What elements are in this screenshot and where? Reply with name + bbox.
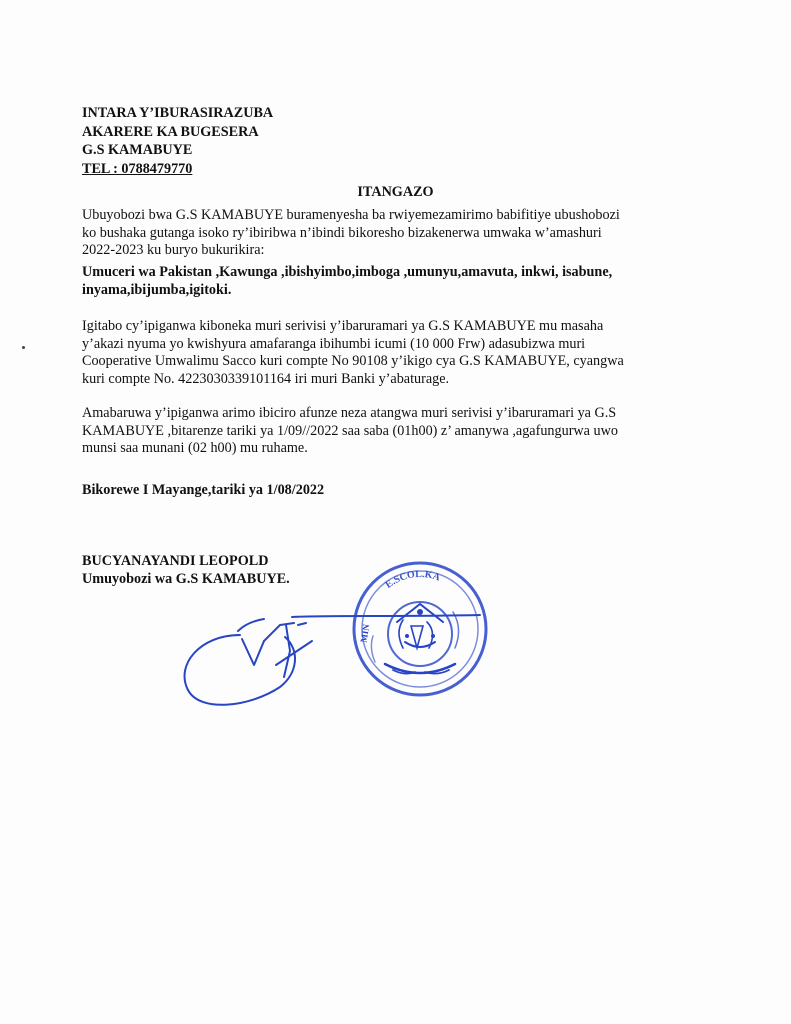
paragraph-line: y’akazi nyuma yo kwishyura amafaranga ibihumbi icumi (10 000 Frw) adasubizwa muri: [82, 335, 586, 352]
intro-line: 2022-2023 ku buryo bukurikira:: [82, 242, 265, 259]
speck: [22, 346, 25, 349]
paragraph-line: KAMABUYE ,bitarenze tariki ya 1/09//2022 saa saba (01h00) z’ amanywa ,agafungurwa uwo: [82, 422, 618, 439]
signatory-role: Umuyobozi wa G.S KAMABUYE.: [82, 570, 290, 587]
place-and-date: [82, 482, 722, 500]
document-title-text: ITANGAZO: [357, 184, 434, 200]
tender-document-paragraph: [82, 318, 722, 388]
stamp-side-text: MIN: [358, 623, 372, 644]
header-district: AKARERE KA BUGESERA: [82, 123, 259, 140]
header-school: G.S KAMABUYE: [82, 142, 193, 158]
stamp-top-text: E.SCOL.KA: [383, 568, 442, 591]
header-province: INTARA Y’IBURASIRAZUBA: [82, 105, 274, 121]
submission-paragraph: [82, 405, 722, 458]
intro-line: Ubuyobozi bwa G.S KAMABUYE buramenyesha ba rwiyemezamirimo babifitiye ubushobozi: [82, 207, 620, 223]
paragraph-line: kuri compte No. 4223030339101164 iri muri Banki y’abaturage.: [82, 370, 450, 387]
paragraph-line: Amabaruwa y’ipiganwa arimo ibiciro afunze neza atangwa muri serivisi y’ibaruramari ya G.S: [82, 405, 617, 421]
intro-line: ko bushaka gutanga isoko ry’ibiribwa n’ibindi bikoresho bizakenerwa umwaka w’amashuri: [82, 224, 602, 241]
items-list: [82, 264, 722, 299]
signature-icon: [180, 595, 510, 715]
signatory-name: BUCYANAYANDI LEOPOLD: [82, 553, 269, 569]
dateline-text: Bikorewe I Mayange,tariki ya 1/08/2022: [82, 482, 325, 498]
paragraph-line: Igitabo cy’ipiganwa kiboneka muri serivisi y’ibaruramari ya G.S KAMABUYE mu masaha: [82, 318, 604, 334]
document-title: [0, 184, 791, 201]
letter-header: [82, 104, 273, 178]
items-line: inyama,ibijumba,igitoki.: [82, 281, 232, 298]
header-telephone: TEL : 0788479770: [82, 160, 193, 177]
paragraph-line: munsi saa munani (02 h00) mu ruhame.: [82, 440, 308, 457]
paragraph-line: Cooperative Umwalimu Sacco kuri compte No 90108 y’ikigo cya G.S KAMABUYE, cyangwa: [82, 353, 624, 370]
items-line: Umuceri wa Pakistan ,Kawunga ,ibishyimbo,imboga ,umunyu,amavuta, inkwi, isabune,: [82, 264, 613, 280]
handwritten-signature: [180, 595, 510, 715]
intro-paragraph: [82, 207, 722, 260]
